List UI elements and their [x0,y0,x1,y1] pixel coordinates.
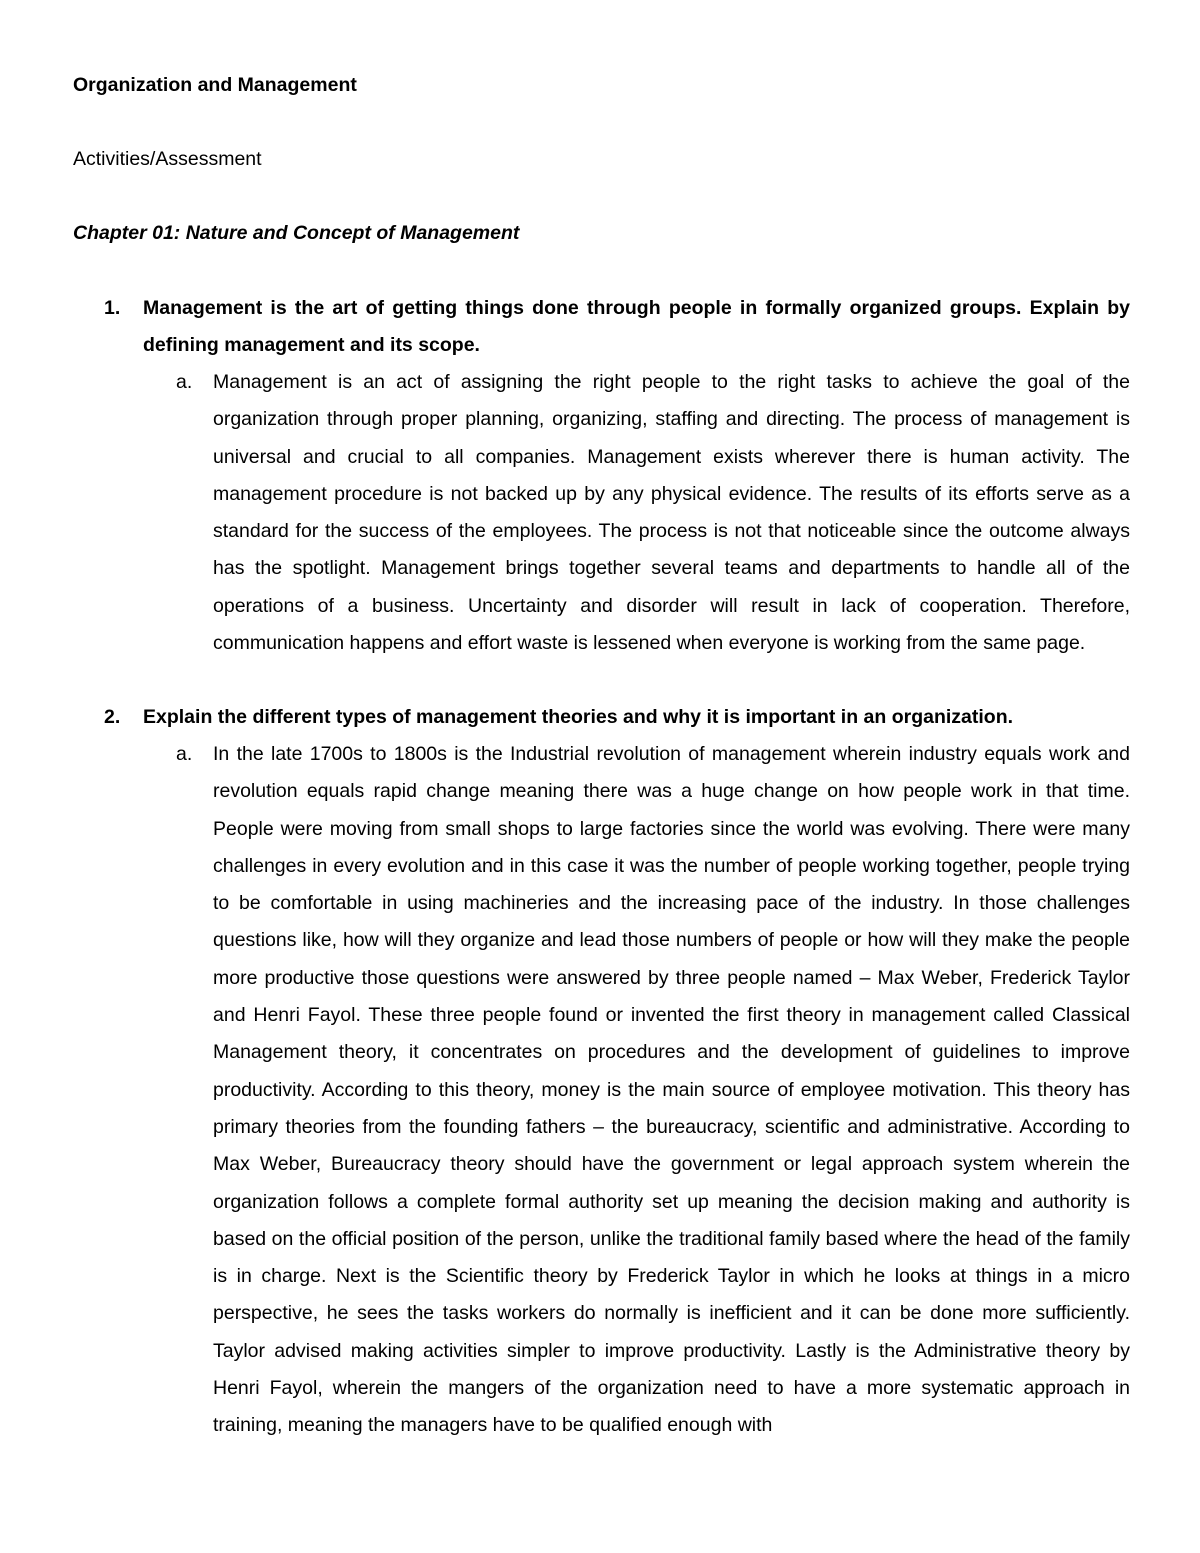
question-text: Explain the different types of management theories and why it is important in an organization. [143,706,1014,728]
question-number: 2. [104,706,121,728]
chapter-heading: Chapter 01: Nature and Concept of Management [73,222,520,244]
question-text: Management is the art of getting things done through people in formally organized groups. Explain by defining management and its scope. [143,297,1130,356]
answer-label: a. [176,743,193,765]
document-subtitle: Activities/Assessment [73,148,262,170]
answer-label: a. [176,371,193,393]
answer-text: Management is an act of assigning the right people to the right tasks to achieve the goal of the organization through proper planning, organizing, staffing and directing. The process of management is universal and crucial to all companies. Management exists wherever there is human activity. The management procedure is not backed up by any physical evidence. The results of its efforts serve as a standard for the success of the employees. The process is not that noticeable since the outcome always has the spotlight. Management brings together several teams and departments to handle all of the operations of a business. Uncertainty and disorder will result in lack of cooperation. Therefore, communication happens and effort waste is lessened when everyone is working from the same page. [213,371,1130,655]
answer-text: In the late 1700s to 1800s is the Industrial revolution of management wherein industry equals work and revolution equals rapid change meaning there was a huge change on how people work in that time. People were moving from small shops to large factories since the world was evolving. There were many challenges in every evolution and in this case it was the number of people working together, people trying to be comfortable in using machineries and the increasing pace of the industry. In those challenges questions like, how will they organize and lead those numbers of people or how will they make the people more productive those questions were answered by three people named – Max Weber, Frederick Taylor and Henri Fayol. These three people found or invented the first theory in management called Classical Management theory, it concentrates on procedures and the development of guidelines to improve productivity. According to this theory, money is the main source of employee motivation. This theory has primary theories from the founding fathers – the bureaucracy, scientific and administrative. According to Max Weber, Bureaucracy theory should have the government or legal approach system wherein the organization follows a complete formal authority set up meaning the decision making and authority is based on the official position of the person, unlike the traditional family based where the head of the family is in charge. Next is the Scientific theory by Frederick Taylor in which he looks at things in a micro perspective, he sees the tasks workers do normally is inefficient and it can be done more sufficiently. Taylor advised making activities simpler to improve productivity. Lastly is the Administrative theory by Henri Fayol, wherein the mangers of the organization need to have a more systematic approach in training, meaning the managers have to be qualified enough with [213,743,1130,1437]
document-title: Organization and Management [73,74,357,96]
question-number: 1. [104,297,121,319]
